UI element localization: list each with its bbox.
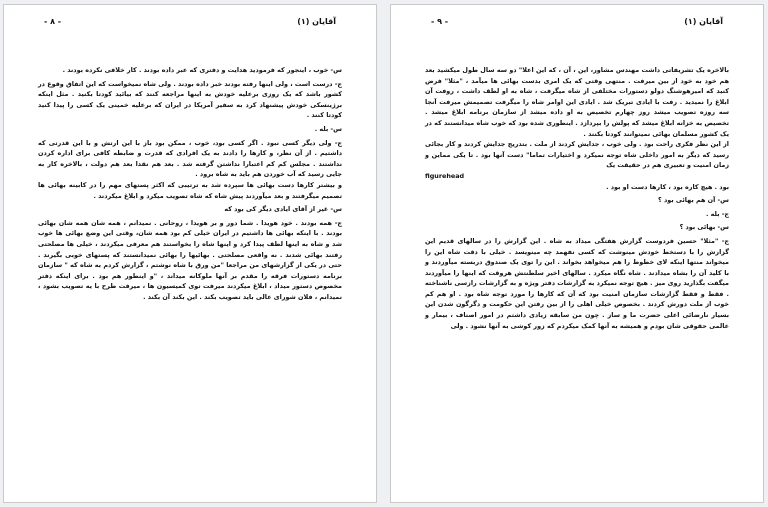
paragraph: ج- بله . xyxy=(705,209,729,218)
page-number: - ۹ - xyxy=(431,17,449,26)
page-body xyxy=(38,65,342,302)
page-header xyxy=(431,17,723,31)
paragraph: س- آن هم بهائی بود ؟ xyxy=(658,196,729,205)
page-header xyxy=(44,17,336,31)
paragraph: و بیشتر کارها دست بهائی ها سپرده شد به ترتیبی که اکثر پستهای مهم را در کابینه بهائی ها تصمیم میگرفتند و بعد میآوردند پیش شاه که شاه تصویب میکرد و ابلاغ میکردند . xyxy=(38,180,342,200)
paragraph: از این نظر فکری راحت بود . ولی خوب ، جدایش کردند از ملت . بتدریج جدایش کردند و کار بجائی رسید که دیگر به امور داخلی شاه توجه نمیکرد و اختیارات تماما" دست آنها بود . تا یکی مماین و زمان امنیت و تعبیری هم در حقیقت یک xyxy=(425,140,729,170)
paragraph: س- غیر از آقای ایادی دیگر کی بود که xyxy=(224,205,342,214)
document-page-left xyxy=(3,4,377,503)
page-body xyxy=(425,65,729,331)
paragraph: س- بله . xyxy=(314,124,342,133)
paragraph: س- بهائی بود ؟ xyxy=(679,223,729,232)
header-title: آقایان (۱) xyxy=(684,17,723,26)
paragraph: ج- همه بودند . خود هویدا . شما دور و بر هویدا ، روحانی . نمیدانم ، همه شان همه شان بهائی بودند . با اینکه بهائی ها داشتیم در ایران خیلی کم بود همه شان، وقتی این وضع بهائی ها خوب شد و شاه به اینها لطف پیدا کرد و اینها شاه را بخواستند هم معرفی میکردند ، خیلی ها مصلحتی رفتند بهائی شدند . نه واقعی مصلحتی . بهائیها را بهائی نمیدانستند که پستهای خوبی بگیرند . حتی در یکی از گزارشهای من مراجعا "من ورق با شاه نوشتم ، گزارش کردم به شاه که " سازمان برنامه دستورات فرقه را مقدم بر آنها ملوکانه میداند ، "و اینطور هم بود . برای اینکه دفتر مخصوص دستور میداد ، ابلاغ میکردند میرفت توی کمیسیون ها ، میرفت طرح با یه تصویب بشود ، نمیدانم ، فلان شورای عالی باید تصویب بکند . این بکند آن بکند . xyxy=(38,218,342,301)
paragraph: ج- درست است ، ولی اینها رفته بودند خبر داده بودند . ولی شاه نمیخواست که این اتفاق وقوع در کشور باشد که یک روزی برعلیه خودش به اینها مراجعه کنند که بیائید کودتا بکنید . مثل اینکه برژینسکی خودش پیشنهاد کرد به سفیر آمریکا در ایران که برعلیه خمینی یک کسی را پیدا کنید کودتا کنند . xyxy=(38,79,342,120)
paragraph: بود . هیچ کاره بود ، کارها دست او بود . xyxy=(606,182,729,191)
paragraph: بالاخره یک تشریفاتی داشت مهندس مشاور، این ، آن ، که این اعلا" دو سه سال طول میکشید بعد هم خود به خود از بین میرفت . منتهی وقتی که یک امری بدست بهائی ها میآمد ، "مثلا" فرض کنید که امیرهوشنگ دولو دستورات مختلفی از شاه میگرفت ، شاه به او لطف داشت ، روفت آن ابلاغ را نمیدید . رفت با ایادی تبریک شد . ایادی این اوامر شاه را میگرفت تصمیمش میرفت آنجا سه روزه تصویب میشد روز چهارم تخصیص به او داده میشد از سازمان برنامه ابلاغ میشد . تخصیص به خزانه ابلاغ میشد که پولش را بپردازد . اینطوری شده بود که خوب شاه میدانستند که در یک کشور مسلمان بهائی نمیتوانند کودتا بکنند . xyxy=(424,66,729,138)
paragraph: ج- ولی دیگر کسی نبود . اگر کسی بود، خوب ، ممکن بود باز با این ارتش و با این قدرتی که داشتیم . از آن نظر، و کارها را دادند به یک افرادی که قدرت و ضابطه کافی برای اداره کردن نداشتند . مجلس کم کم اعتبارا نداشتن گرفته شد . بعد هم نقدا بعد هم دولت ، بالاخره کار به جایی رسید که آب خوردن هم باید به شاه برود . xyxy=(38,138,342,179)
page-number: - ۸ - xyxy=(44,17,62,26)
header-title: آقایان (۱) xyxy=(297,17,336,26)
english-term: figurehead xyxy=(425,171,465,180)
paragraph: ج- "مثلا" حسین فردوست گزارش هفتگی میداد به شاه . این گزارش را در سالهای قدیم این گزارش را با دستخط خودش مینوشت که کسی نفهمد چه مینویسد . خیلی با دقت شاه این را میخواند منتها اینکه لای خطوط را هم میخواهد بخواند . این را توی یک صندوق دربسته میآوردند و با کلید آن را بشاه میدادند . شاه نگاه میکرد . سالهای اخیر سلطنتش هروقت که اینها را میآوردند میگفت بگذارید روی میز . هیچ توجه نمیکرد به گزارشات دفتر ویژه و به گزارشات رازسی ناشناخته . فقط و فقط گزارشات سازمان امنیت بود که آن که کارها را مورد توجه شاه بود . او هم کم خوب از ملت دورش کردند . بخصوص خیلی اهلی را از بین رفتن این حکومت و دگرگون شدن این بسیار نارضائی اعلی حضرت ما و ساز . چون من سابقه زیادی داشتم در امور اصناف ، بیمار و عالمی حقوقی شان بودم و همیشه به آنها کمک میکردم که زور کوشی به آنها نشود . ولی xyxy=(425,236,729,330)
paragraph: س- خوب ، اینجور که فرمودید هدایت و دفتری که عبر داده بودند . کار خلافی نکرده بودند . xyxy=(62,66,342,74)
document-page-right xyxy=(390,4,764,503)
